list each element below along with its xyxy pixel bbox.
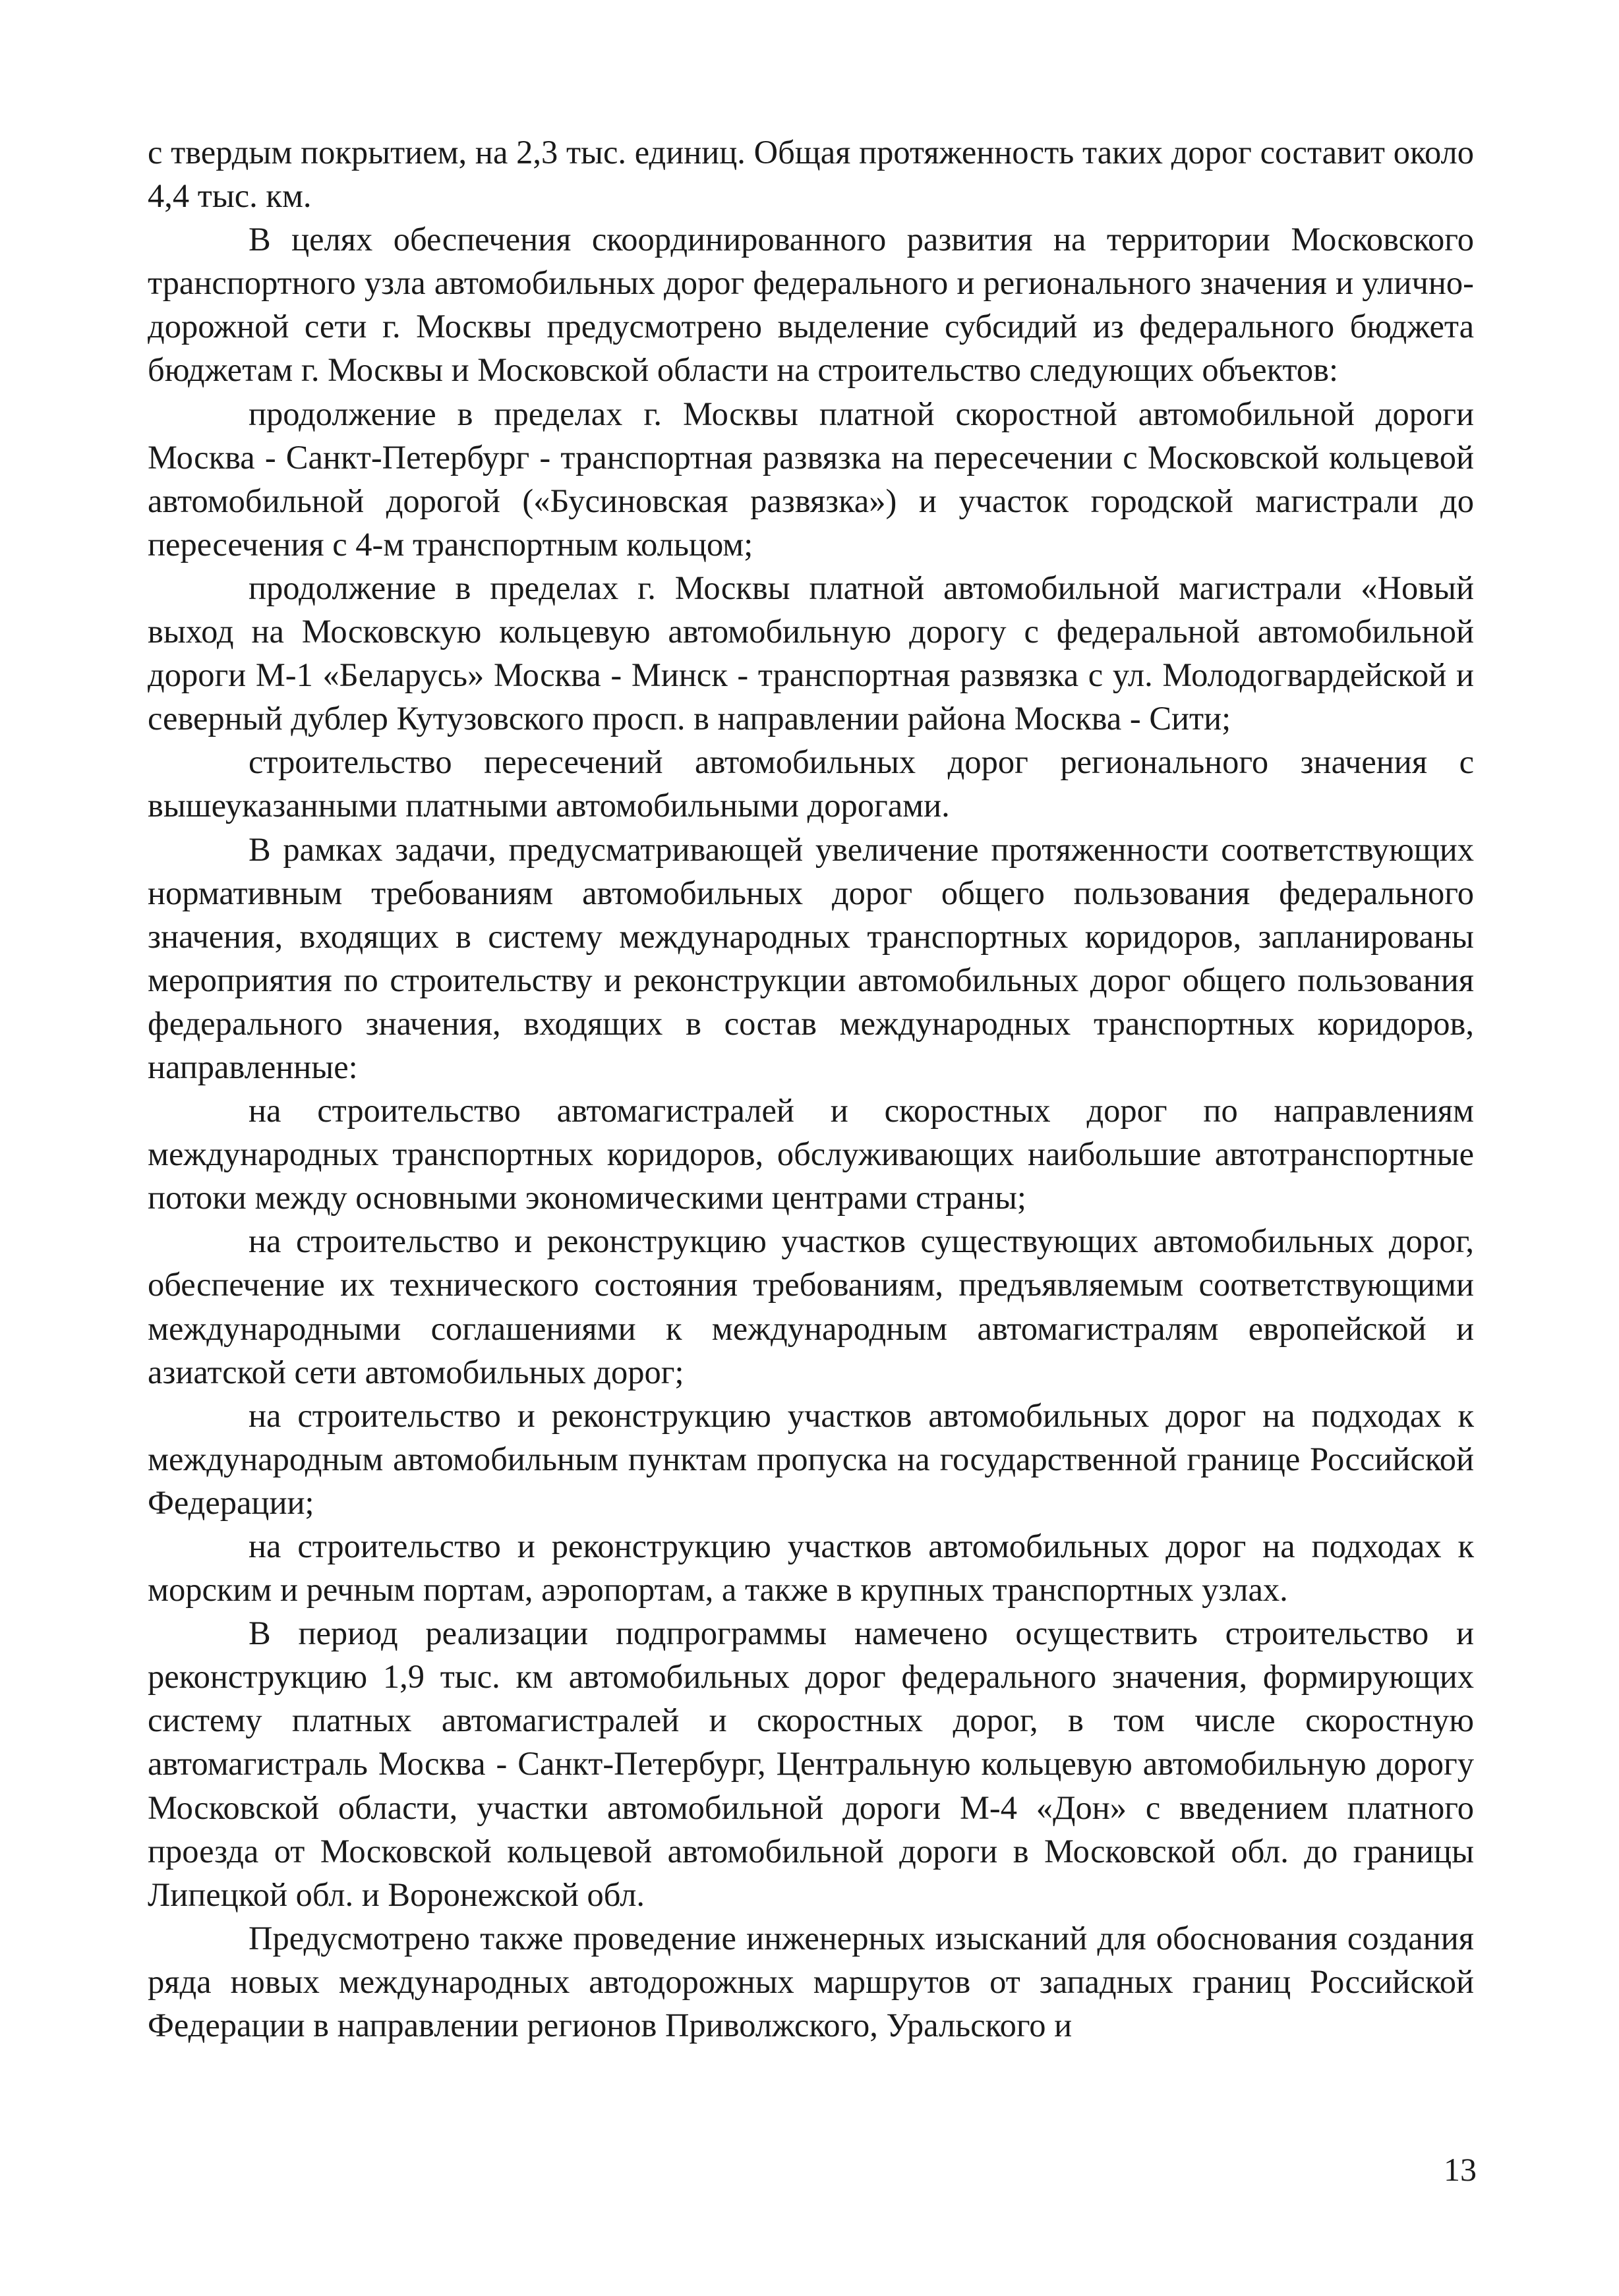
paragraph-9: на строительство и реконструкцию участков автомобильных дорог на подходах к международным автомобильным пунктам пропуска на государственной границе Российской Федерации; <box>148 1396 1474 1521</box>
paragraph-8: на строительство и реконструкцию участков существующих автомобильных дорог, обеспечение их технического состояния требованиям, предъявляемым соответствующими международными соглашениями к международным автомагистралям европейской и азиатской сети автомобильных дорог; <box>148 1222 1474 1391</box>
paragraph-5: строительство пересечений автомобильных дорог регионального значения с вышеуказанными платными автомобильными дорогами. <box>148 743 1474 824</box>
paragraph-4: продолжение в пределах г. Москвы платной автомобильной магистрали «Новый выход на Московскую кольцевую автомобильную дорогу с федеральной автомобильной дороги М-1 «Беларусь» Москва - Минск - транспортная развязка с ул. Молодогвардейской и северный дублер Кутузовского просп. в направлении района Москва - Сити; <box>148 569 1474 737</box>
paragraph-12: Предусмотрено также проведение инженерных изысканий для обоснования создания ряда новых международных автодорожных маршрутов от западных границ Российской Федерации в направлении регионов Приволжского, Уральского и <box>148 1919 1474 2044</box>
page-number: 13 <box>1444 2151 1477 2188</box>
paragraph-3: продолжение в пределах г. Москвы платной скоростной автомобильной дороги Москва - Санкт-Петербург - транспортная развязка на пересечении с Московской кольцевой автомобильной дорогой («Бусиновская развязка») и участок городской магистрали до пересечения с 4-м транспортным кольцом; <box>148 395 1474 563</box>
paragraph-2: В целях обеспечения скоординированного развития на территории Московского транспортного узла автомобильных дорог федерального и регионального значения и улично-дорожной сети г. Москвы предусмотрено выделение субсидий из федерального бюджета бюджетам г. Москвы и Московской области на строительство следующих объектов: <box>148 221 1474 389</box>
body-text <box>148 130 1474 2047</box>
paragraph-1: с твердым покрытием, на 2,3 тыс. единиц. Общая протяженность таких дорог составит около 4,4 тыс. км. <box>148 134 1474 215</box>
paragraph-10: на строительство и реконструкцию участков автомобильных дорог на подходах к морским и речным портам, аэропортам, а также в крупных транспортных узлах. <box>148 1528 1474 1609</box>
paragraph-11: В период реализации подпрограммы намечено осуществить строительство и реконструкцию 1,9 тыс. км автомобильных дорог федерального значения, формирующих систему платных автомагистралей и скоростных дорог, в том числе скоростную автомагистраль Москва - Санкт-Петербург, Центральную кольцевую автомобильную дорогу Московской области, участки автомобильной дороги М-4 «Дон» с введением платного проезда от Московской кольцевой автомобильной дороги в Московской обл. до границы Липецкой обл. и Воронежской обл. <box>148 1615 1474 1913</box>
paragraph-6: В рамках задачи, предусматривающей увеличение протяженности соответствующих нормативным требованиям автомобильных дорог общего пользования федерального значения, входящих в систему международных транспортных коридоров, запланированы мероприятия по строительству и реконструкции автомобильных дорог общего пользования федерального значения, входящих в состав международных транспортных коридоров, направленные: <box>148 830 1474 1085</box>
paragraph-7: на строительство автомагистралей и скоростных дорог по направлениям международных транспортных коридоров, обслуживающих наибольшие автотранспортные потоки между основными экономическими центрами страны; <box>148 1092 1474 1217</box>
